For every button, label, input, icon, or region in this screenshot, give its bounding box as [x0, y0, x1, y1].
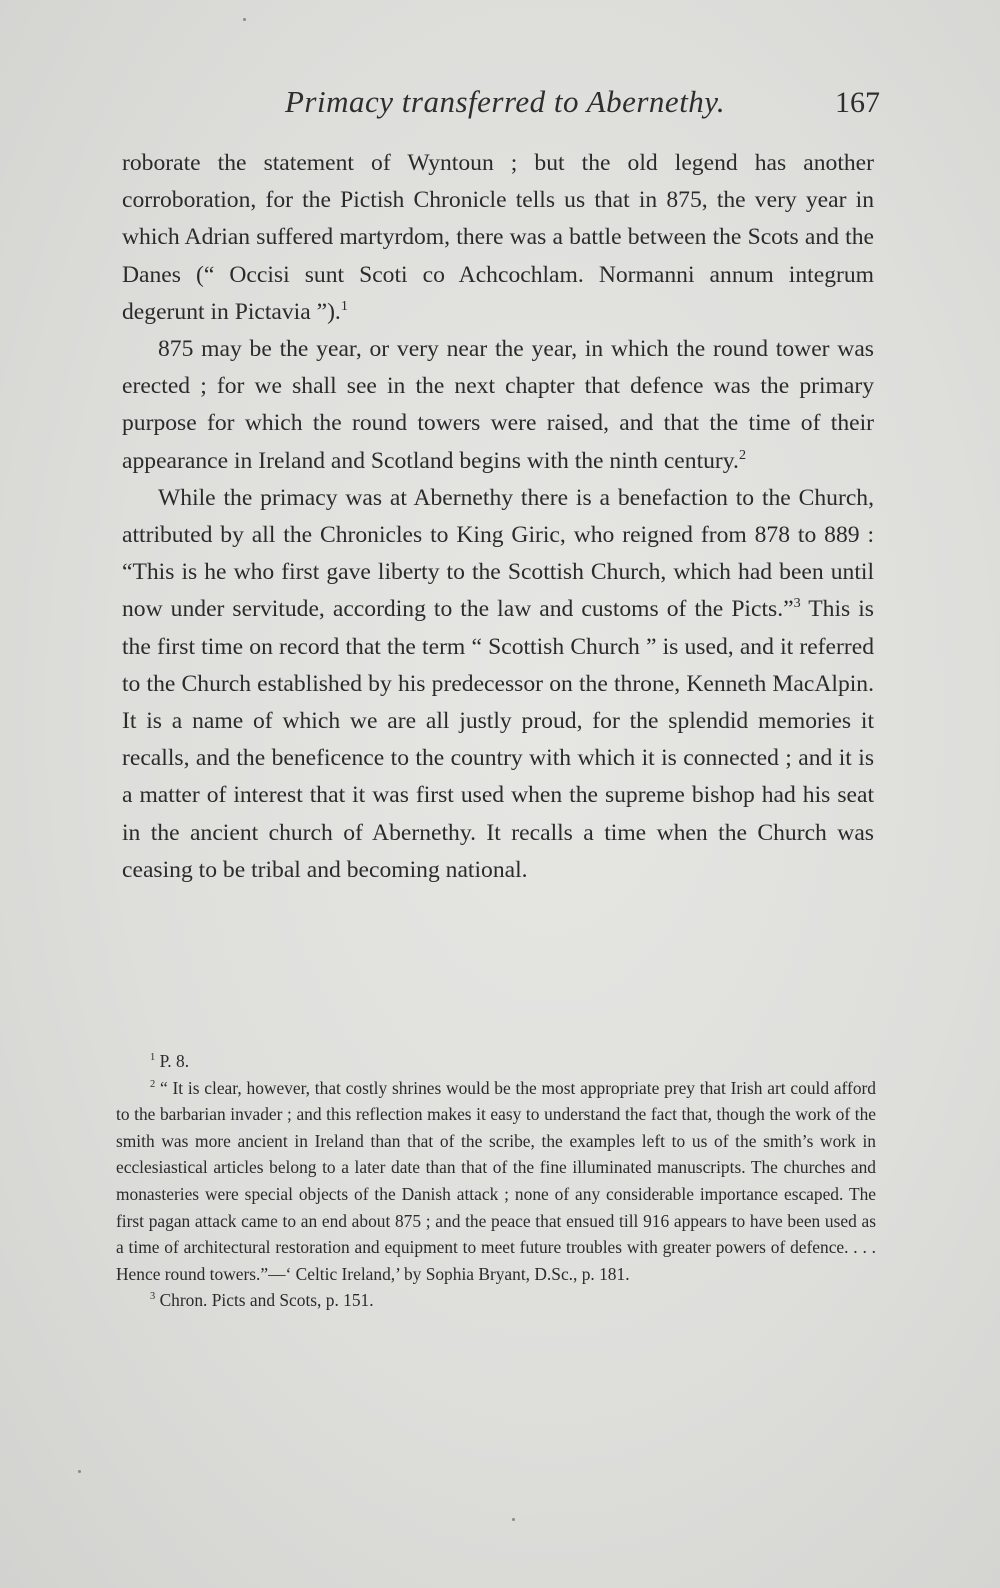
footnote-ref: 3 [793, 595, 801, 612]
page-number: 167 [835, 86, 880, 119]
footnote-ref: 1 [340, 297, 348, 314]
paragraph-text: roborate the statement of Wyntoun ; but the old legend has another corroboration, for the Pictish Chronicle tells us that in 875, the very year in which Adrian suffered martyrdom, there was a battle between the Scots and the Danes (“ Occisi sunt Scoti co Achcochlam. Normanni annum integrum degerunt in Pictavia ”). [122, 150, 874, 325]
footnotes [116, 1048, 876, 1314]
footnote [116, 1075, 876, 1288]
footnote-text: “ It is clear, however, that costly shrines would be the most appropriate prey that Irish art could afford to the barbarian invader ; and this reflection makes it easy to understand the fact that, though the work of the smith was more ancient in Ireland than that of the scribe, the examples left to us of the smith’s work in ecclesiastical articles belong to a later date than that of the fine illuminated manuscripts. The churches and monasteries were special objects of the Danish attack ; none of any considerable importance escaped. The first pagan attack came to an end about 875 ; and the peace that ensued till 916 appears to have been used as a time of architectural restoration and equipment to meet future troubles with greater powers of defence. . . . Hence round towers.”—‘ Celtic Ireland,’ by Sophia Bryant, D.Sc., p. 181. [116, 1077, 876, 1284]
paragraph-text: This is the first time on record that the term “ Scottish Church ” is used, and it referred to the Church established by his predecessor on the throne, Kenneth MacAlpin. It is a name of which we are all justly proud, for the splendid memories it recalls, and the beneficence to the country with which it is connected ; and it is a matter of interest that it was first used when the supreme bishop had his seat in the ancient church of Abernethy. It recalls a time when the Church was ceasing to be tribal and becoming national. [122, 596, 874, 883]
paragraph-continued [122, 145, 874, 331]
footnote [116, 1287, 876, 1314]
footnote-mark: 1 [150, 1052, 156, 1064]
page-header [120, 84, 880, 124]
paragraph [122, 331, 874, 480]
paper-speck [78, 1470, 81, 1473]
footnote-mark: 3 [150, 1291, 156, 1303]
footnote-mark: 2 [150, 1078, 156, 1090]
footnote [116, 1048, 876, 1075]
footnote-text: Chron. Picts and Scots, p. 151. [155, 1290, 374, 1311]
paragraph-text: 875 may be the year, or very near the year, in which the round tower was erected ; for we shall see in the next chapter that defence was the primary purpose for which the round towers were raised, and that the time of their appearance in Ireland and Scotland begins with the ninth century. [122, 336, 874, 474]
paper-speck [243, 18, 246, 21]
running-title: Primacy transferred to Abernethy. [285, 84, 726, 119]
paper-speck [512, 1518, 515, 1521]
paragraph-text: While the primacy was at Abernethy there is a benefaction to the Church, attributed by all the Chronicles to King Giric, who reigned from 878 to 889 : “This is he who first gave liberty to the Scottish Church, which had been until now under servitude, according to the law and customs of the Picts.” [122, 484, 874, 623]
body-text [122, 145, 874, 889]
paragraph [122, 480, 874, 889]
footnote-ref: 2 [738, 446, 747, 463]
footnote-text: P. 8. [155, 1051, 190, 1071]
